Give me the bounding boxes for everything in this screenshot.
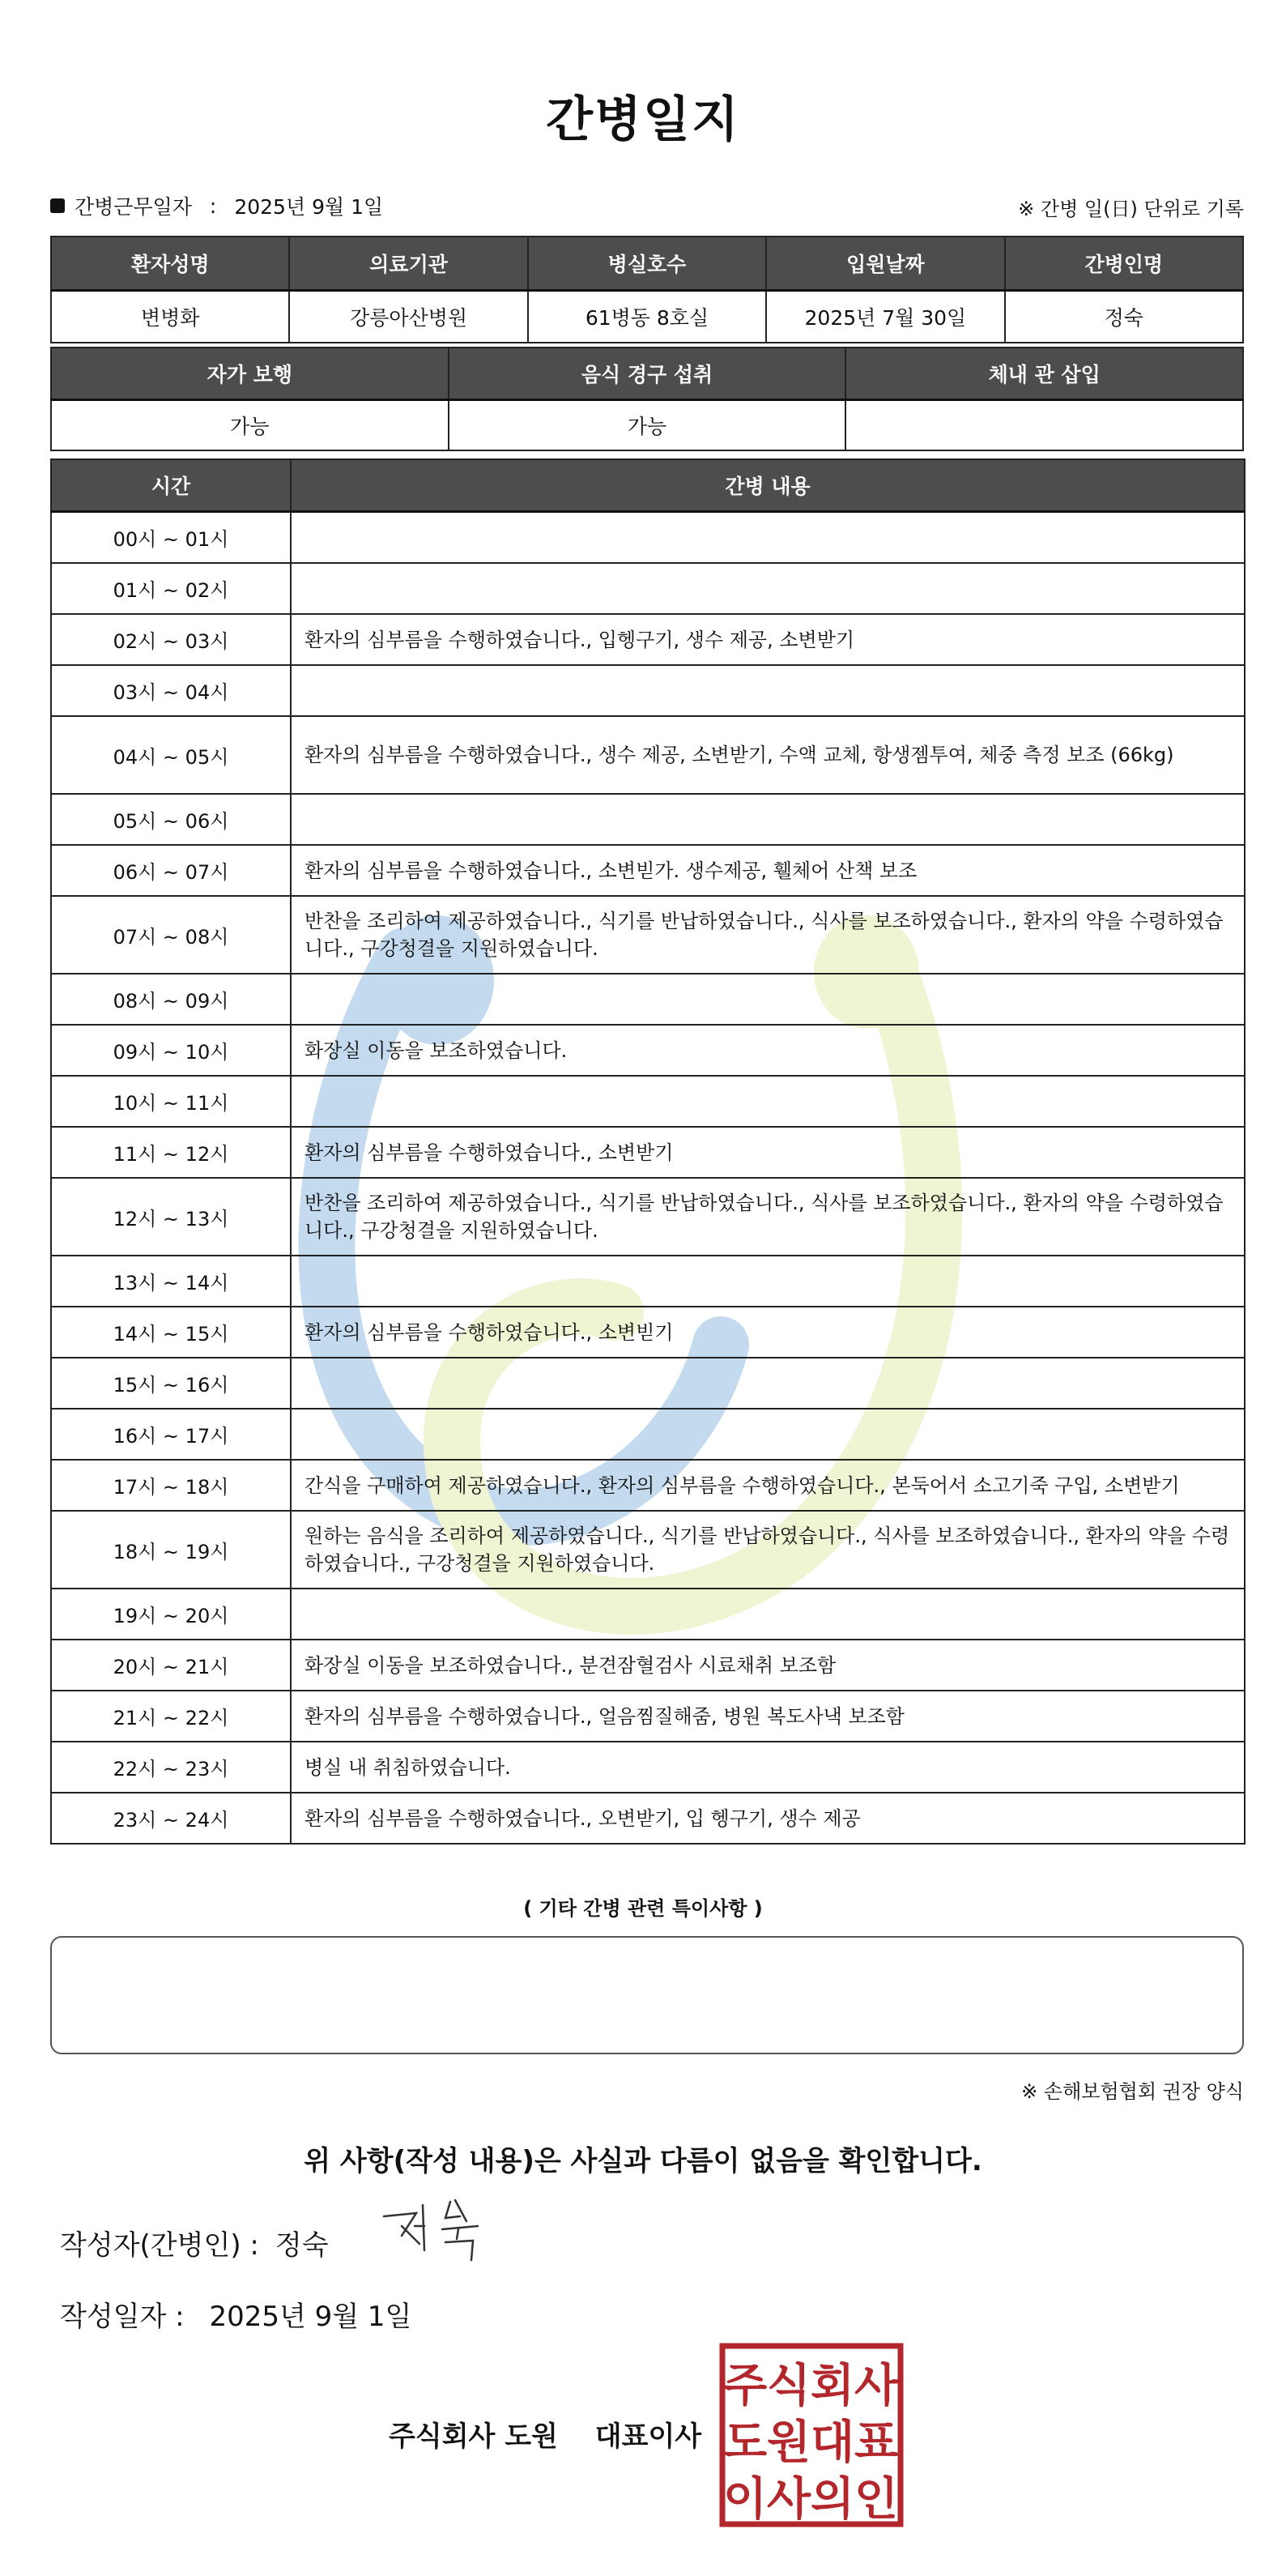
written-date-value: 2025년 9월 1일 bbox=[209, 2301, 412, 2333]
care-log-time: 14시 ~ 15시 bbox=[51, 1307, 291, 1358]
patient-info-table bbox=[50, 236, 1244, 343]
care-log-table bbox=[50, 458, 1246, 1845]
daily-record-note: ※ 간병 일(日) 단위로 기록 bbox=[1018, 198, 1244, 220]
care-log-header-row bbox=[51, 459, 1245, 512]
header-care-content: 간병 내용 bbox=[291, 459, 1245, 512]
care-log-row bbox=[51, 1589, 1245, 1640]
care-log-time: 12시 ~ 13시 bbox=[51, 1178, 291, 1256]
care-log-time: 03시 ~ 04시 bbox=[51, 665, 291, 716]
care-log-content bbox=[291, 563, 1245, 614]
company-signoff bbox=[389, 2414, 701, 2454]
care-log-time: 07시 ~ 08시 bbox=[51, 896, 291, 974]
meta-row bbox=[50, 191, 1244, 224]
header-patient-name: 환자성명 bbox=[51, 237, 289, 291]
seal-glyph: 표 bbox=[854, 2416, 899, 2469]
care-log-content bbox=[291, 1076, 1245, 1127]
care-log-time: 10시 ~ 11시 bbox=[51, 1076, 291, 1127]
work-date-label: 간병근무일자 bbox=[75, 195, 192, 219]
special-notes-box bbox=[50, 1936, 1244, 2054]
header-time: 시간 bbox=[51, 459, 291, 512]
care-log-time: 16시 ~ 17시 bbox=[51, 1409, 291, 1460]
care-log-row bbox=[51, 512, 1245, 564]
care-log-row bbox=[51, 974, 1245, 1025]
patient-status-value-row bbox=[51, 400, 1243, 451]
care-log-time: 22시 ~ 23시 bbox=[51, 1742, 291, 1793]
care-log-row bbox=[51, 1025, 1245, 1076]
handwritten-signature-icon bbox=[377, 2194, 491, 2267]
seal-glyph: 사 bbox=[854, 2360, 899, 2412]
seal-glyph: 인 bbox=[854, 2473, 899, 2526]
care-log-time: 06시 ~ 07시 bbox=[51, 845, 291, 896]
work-date-separator: : bbox=[209, 194, 217, 218]
care-log-content: 환자의 심부름을 수행하였습니다., 소변받기 bbox=[291, 1127, 1245, 1178]
care-log-time: 01시 ~ 02시 bbox=[51, 563, 291, 614]
care-log-content: 환자의 심부름을 수행하였습니다., 얼음찜질해줌, 병원 복도사낵 보조함 bbox=[291, 1691, 1245, 1742]
care-log-row bbox=[51, 1076, 1245, 1127]
seal-glyph: 원 bbox=[766, 2416, 811, 2469]
bullet-square-icon bbox=[50, 198, 65, 213]
care-log-content: 화장실 이동을 보조하였습니다. bbox=[291, 1025, 1245, 1076]
care-log-time: 19시 ~ 20시 bbox=[51, 1589, 291, 1640]
care-log-content: 병실 내 취침하였습니다. bbox=[291, 1742, 1245, 1793]
care-log-row bbox=[51, 665, 1245, 716]
care-log-time: 17시 ~ 18시 bbox=[51, 1460, 291, 1511]
care-log-row bbox=[51, 1409, 1245, 1460]
patient-name: 변병화 bbox=[51, 291, 289, 343]
care-log-row bbox=[51, 1127, 1245, 1178]
care-log-content: 화장실 이동을 보조하였습니다., 분견잠혈검사 시료채취 보조함 bbox=[291, 1640, 1245, 1691]
hospital-name: 강릉아산병원 bbox=[289, 291, 527, 343]
care-log-time: 13시 ~ 14시 bbox=[51, 1256, 291, 1307]
care-log-row bbox=[51, 563, 1245, 614]
care-log-content bbox=[291, 794, 1245, 845]
care-log-body bbox=[51, 512, 1245, 1845]
seal-glyph: 의 bbox=[810, 2473, 855, 2526]
care-log-content bbox=[291, 665, 1245, 716]
header-oral-intake: 음식 경구 섭취 bbox=[449, 348, 846, 400]
header-caregiver-name: 간병인명 bbox=[1005, 237, 1243, 291]
care-log-row bbox=[51, 1256, 1245, 1307]
care-log-time: 21시 ~ 22시 bbox=[51, 1691, 291, 1742]
patient-status-table bbox=[50, 347, 1244, 451]
header-hospital: 의료기관 bbox=[289, 237, 527, 291]
work-date bbox=[50, 191, 383, 220]
care-log-row bbox=[51, 1793, 1245, 1844]
special-notes-label: ( 기타 간병 관련 특이사항 ) bbox=[523, 1897, 763, 1920]
care-log-content: 환자의 심부름을 수행하였습니다., 오변받기, 입 헹구기, 생수 제공 bbox=[291, 1793, 1245, 1844]
care-log-time: 00시 ~ 01시 bbox=[51, 512, 291, 564]
header-admission-date: 입원날짜 bbox=[766, 237, 1004, 291]
caregiver-name: 정숙 bbox=[1005, 291, 1243, 343]
care-log-time: 15시 ~ 16시 bbox=[51, 1358, 291, 1409]
seal-glyph: 사 bbox=[766, 2473, 811, 2526]
care-log-content bbox=[291, 1589, 1245, 1640]
care-log-time: 11시 ~ 12시 bbox=[51, 1127, 291, 1178]
self-walking-value: 가능 bbox=[51, 400, 449, 451]
header-self-walking: 자가 보행 bbox=[51, 348, 449, 400]
care-log-row bbox=[51, 716, 1245, 794]
patient-info-value-row bbox=[51, 291, 1243, 343]
care-log-row bbox=[51, 794, 1245, 845]
patient-status-header-row bbox=[51, 348, 1243, 400]
care-log-row bbox=[51, 1460, 1245, 1511]
care-log-content bbox=[291, 974, 1245, 1025]
written-date-row bbox=[60, 2294, 411, 2334]
care-log-time: 08시 ~ 09시 bbox=[51, 974, 291, 1025]
care-log-row bbox=[51, 1640, 1245, 1691]
care-log-content bbox=[291, 1256, 1245, 1307]
care-log-time: 05시 ~ 06시 bbox=[51, 794, 291, 845]
care-log-content: 반찬을 조리하여 제공하였습니다., 식기를 반납하였습니다., 식사를 보조하였습니다., 환자의 약을 수령하였습니다., 구강청결을 지원하였습니다. bbox=[291, 896, 1245, 974]
care-log-time: 18시 ~ 19시 bbox=[51, 1511, 291, 1589]
care-log-row bbox=[51, 1742, 1245, 1793]
form-source-note: ※ 손해보험협회 권장 양식 bbox=[1021, 2080, 1244, 2103]
care-log-content: 원하는 음식을 조리하여 제공하였습니다., 식기를 반납하였습니다., 식사를 보조하였습니다., 환자의 약을 수령하였습니다., 구강청결을 지원하였습니다. bbox=[291, 1511, 1245, 1589]
care-log-row bbox=[51, 845, 1245, 896]
care-log-row bbox=[51, 1691, 1245, 1742]
company-name: 주식회사 도원 bbox=[389, 2420, 558, 2453]
care-log-content: 환자의 심부름을 수행하였습니다., 소변빋가. 생수제공, 휄체어 산책 보조 bbox=[291, 845, 1245, 896]
work-date-value: 2025년 9월 1일 bbox=[234, 195, 384, 219]
seal-glyph: 식 bbox=[766, 2360, 811, 2412]
care-log-row bbox=[51, 896, 1245, 974]
care-log-time: 04시 ~ 05시 bbox=[51, 716, 291, 794]
care-log-content: 환자의 심부름을 수행하였습니다., 생수 제공, 소변받기, 수액 교체, 항생젬투여, 체중 측정 보조 (66kg) bbox=[291, 716, 1245, 794]
writer-row bbox=[60, 2223, 329, 2263]
header-room: 병실호수 bbox=[528, 237, 766, 291]
care-log-time: 09시 ~ 10시 bbox=[51, 1025, 291, 1076]
care-log-time: 20시 ~ 21시 bbox=[51, 1640, 291, 1691]
writer-label: 작성자(간병인) : bbox=[60, 2229, 259, 2262]
company-representative-title: 대표이사 bbox=[594, 2420, 702, 2453]
admission-date: 2025년 7월 30일 bbox=[766, 291, 1004, 343]
care-log-content bbox=[291, 512, 1245, 564]
care-log-row bbox=[51, 1307, 1245, 1358]
care-log-row bbox=[51, 1511, 1245, 1589]
care-log-row bbox=[51, 1358, 1245, 1409]
confirmation-statement: 위 사항(작성 내용)은 사실과 다름이 없음을 확인합니다. bbox=[304, 2145, 982, 2177]
room-number: 61병동 8호실 bbox=[528, 291, 766, 343]
care-log-content: 간식을 구매하여 제공하였습니다., 환자의 심부름을 수행하였습니다., 본둑어서 소고기죽 구입, 소변받기 bbox=[291, 1460, 1245, 1511]
oral-intake-value: 가능 bbox=[449, 400, 846, 451]
care-log-content: 환자의 심부름을 수행하였습니다., 입헹구기, 생수 제공, 소변받기 bbox=[291, 614, 1245, 665]
care-log-content: 환자의 심부름을 수행하였습니다., 소변빋기 bbox=[291, 1307, 1245, 1358]
seal-glyph: 도 bbox=[722, 2416, 768, 2469]
writer-name: 정숙 bbox=[275, 2229, 329, 2262]
tube-insertion-value bbox=[845, 400, 1243, 451]
care-log-row bbox=[51, 614, 1245, 665]
seal-glyph: 이 bbox=[722, 2473, 768, 2526]
care-log-time: 23시 ~ 24시 bbox=[51, 1793, 291, 1844]
care-log-content bbox=[291, 1409, 1245, 1460]
seal-glyph: 주 bbox=[722, 2360, 768, 2412]
seal-glyph: 회 bbox=[810, 2360, 855, 2412]
header-tube-insertion: 체내 관 삽입 bbox=[845, 348, 1243, 400]
care-log-content bbox=[291, 1358, 1245, 1409]
company-seal-icon bbox=[719, 2343, 904, 2527]
document-title: 간병일지 bbox=[546, 92, 740, 148]
written-date-label: 작성일자 : bbox=[60, 2301, 185, 2333]
care-log-time: 02시 ~ 03시 bbox=[51, 614, 291, 665]
care-log-content: 반찬을 조리하여 제공하였습니다., 식기를 반납하였습니다., 식사를 보조하였습니다., 환자의 약을 수령하였습니다., 구강청결을 지원하였습니다. bbox=[291, 1178, 1245, 1256]
seal-glyph: 대 bbox=[810, 2416, 855, 2469]
patient-info-header-row bbox=[51, 237, 1243, 291]
care-log-row bbox=[51, 1178, 1245, 1256]
